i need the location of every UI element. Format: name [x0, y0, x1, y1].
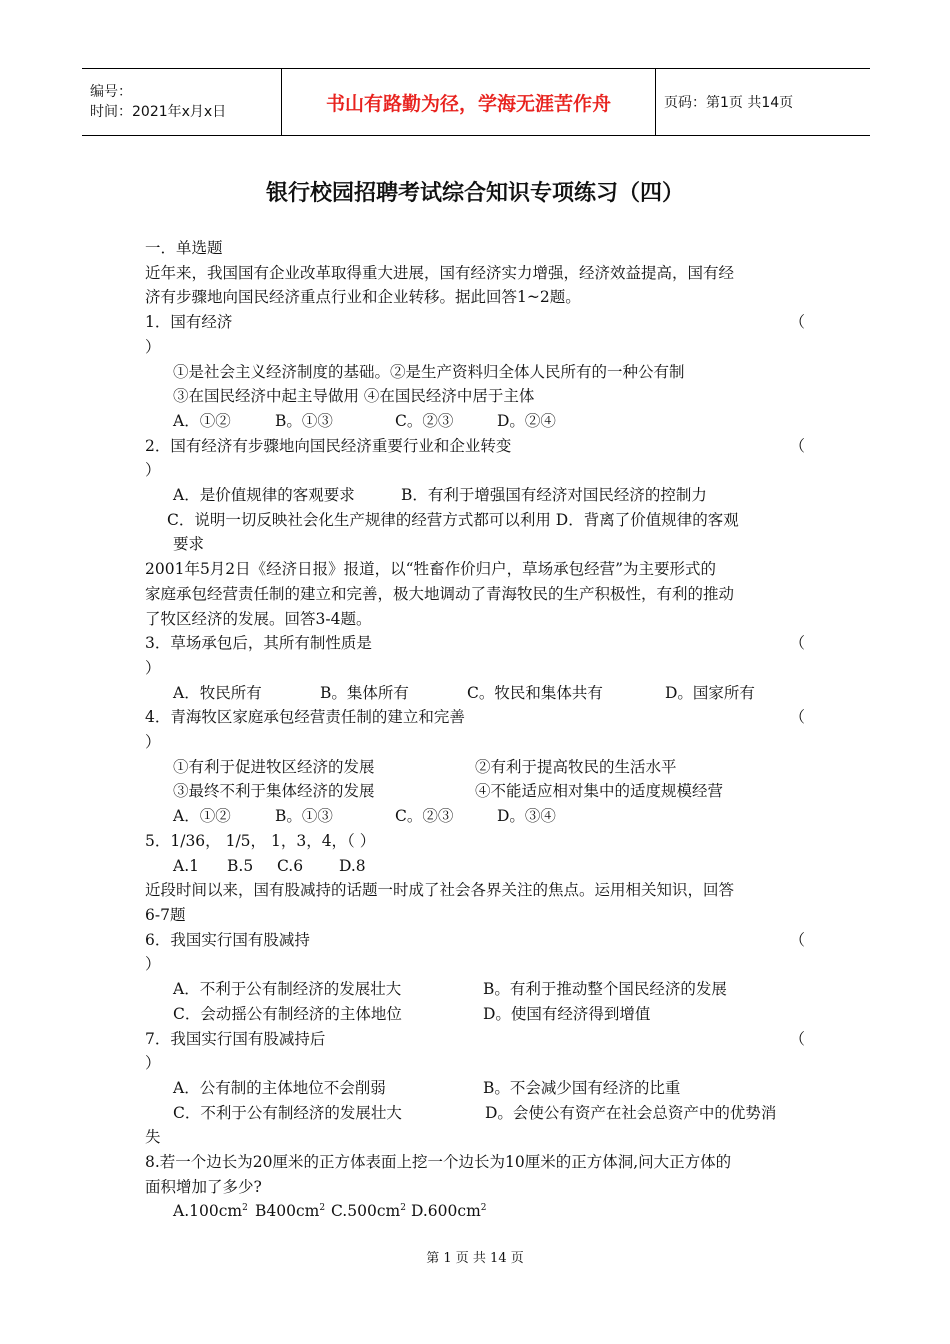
document-title: 银行校园招聘考试综合知识专项练习（四） [265, 181, 684, 206]
q3-options [145, 681, 805, 706]
question-1-text: 1．国有经济 [145, 313, 233, 332]
q7-option-d: D。会使公有资产在社会总资产中的优势消 [485, 1103, 777, 1122]
q3-option-d: D。国家所有 [665, 683, 755, 702]
q8-options [145, 1199, 805, 1224]
paren-close: ） [145, 733, 161, 752]
question-3-text: 3．草场承包后，其所有制性质是 [145, 634, 372, 653]
q1-statement-1: ①是社会主义经济制度的基础。②是生产资料归全体人民所有的一种公有制 [173, 362, 685, 381]
q5-option-d: D.8 [339, 856, 366, 875]
q4-option-b: B。①③ [275, 807, 333, 826]
page-footer: 第 1 页 共 14 页 [426, 1251, 524, 1266]
q7-option-a: A．公有制的主体地位不会削弱 [173, 1078, 386, 1097]
q1-option-a: A．①② [173, 411, 231, 430]
q6-option-b: B。有利于推动整个国民经济的发展 [483, 980, 727, 999]
q8-option-a-sup: 2 [242, 1203, 248, 1214]
paragraph-2c: 了牧区经济的发展。回答3-4题。 [145, 609, 372, 628]
question-2 [145, 434, 805, 459]
question-5: 5．1/36， 1/5， 1，3，4，（ ） [145, 831, 376, 850]
paren-close: ） [145, 1054, 161, 1073]
q4-option-a: A．①② [173, 807, 231, 826]
question-7 [145, 1027, 805, 1052]
header-time: 时间：2021年x月x日 [90, 104, 227, 120]
q5-options [145, 854, 805, 879]
q6-options-ab [145, 977, 805, 1002]
paren-open: （ [789, 708, 805, 727]
question-7-text: 7．我国实行国有股减持后 [145, 1029, 326, 1048]
q5-option-a: A.1 [173, 856, 199, 875]
q2-options-cd: C．说明一切反映社会化生产规律的经营方式都可以利用 D．背离了价值规律的客观 [167, 510, 739, 529]
question-3 [145, 631, 805, 656]
paragraph-3a: 近段时间以来，国有股减持的话题一时成了社会各界关注的焦点。运用相关知识，回答 [145, 881, 735, 900]
q5-option-b: B.5 [227, 856, 254, 875]
q6-options-cd [145, 1002, 805, 1027]
q7-options-ab [145, 1076, 805, 1101]
paren-open: （ [789, 930, 805, 949]
q6-option-c: C．会动摇公有制经济的主体地位 [173, 1004, 402, 1023]
question-8b: 面积增加了多少? [145, 1177, 262, 1196]
header-meta [82, 69, 282, 135]
question-4-text: 4．青海牧区家庭承包经营责任制的建立和完善 [145, 708, 465, 727]
question-2-text: 2．国有经济有步骤地向国民经济重要行业和企业转变 [145, 436, 512, 455]
q3-option-b: B。集体所有 [320, 683, 409, 702]
q3-option-c: C。牧民和集体共有 [467, 683, 603, 702]
q1-statement-2: ③在国民经济中起主导做用 ④在国民经济中居于主体 [173, 387, 535, 406]
page-header [82, 68, 870, 136]
q8-option-b-text: B400cm [255, 1202, 320, 1221]
q4-statements-1 [145, 755, 805, 780]
q8-option-b [255, 1199, 331, 1224]
paragraph-3b: 6-7题 [145, 905, 186, 924]
q7-option-d-cont: 失 [145, 1128, 161, 1147]
paren-close: ） [145, 658, 161, 677]
q4-option-d: D。③④ [497, 807, 556, 826]
q4-option-c: C。②③ [395, 807, 454, 826]
paren-open: （ [789, 436, 805, 455]
motto-text: 书山有路勤为径，学海无涯苦作舟 [325, 92, 611, 115]
paren-close: ） [145, 955, 161, 974]
q7-option-c: C．不利于公有制经济的发展壮大 [173, 1103, 402, 1122]
q1-option-d: D。②④ [497, 411, 556, 430]
q7-options-cd [145, 1101, 805, 1126]
q6-option-a: A．不利于公有制经济的发展壮大 [173, 980, 402, 999]
question-4 [145, 705, 805, 730]
q2-options-cd-cont: 要求 [173, 535, 205, 554]
q8-option-c-text: C.500cm [331, 1202, 401, 1221]
page-number-text: 页码：第1页 共14页 [664, 95, 794, 111]
q8-option-a [173, 1199, 255, 1224]
q8-option-c [331, 1199, 411, 1224]
q1-options [145, 409, 805, 434]
q8-option-a-text: A.100cm [173, 1202, 243, 1221]
paragraph-2a: 2001年5月2日《经济日报》报道，以“牲畜作价归户，草场承包经营”为主要形式的 [145, 560, 717, 579]
q8-option-d-text: D.600cm [411, 1202, 481, 1221]
q5-option-c: C.6 [277, 856, 304, 875]
q8-option-d [411, 1199, 487, 1224]
q4-statement-1: ①有利于促进牧区经济的发展 [173, 757, 375, 776]
q2-options-ab [145, 483, 805, 508]
question-8a: 8.若一个边长为20厘米的正方体表面上挖一个边长为10厘米的正方体洞,问大正方体的 [145, 1153, 732, 1172]
question-6-text: 6．我国实行国有股减持 [145, 930, 310, 949]
q4-statement-2: ②有利于提高牧民的生活水平 [475, 757, 677, 776]
paragraph-1a: 近年来，我国国有企业改革取得重大进展，国有经济实力增强，经济效益提高，国有经 [145, 263, 735, 282]
q4-statement-3: ③最终不利于集体经济的发展 [173, 782, 375, 801]
q1-option-c: C。②③ [395, 411, 454, 430]
q4-statement-4: ④不能适应相对集中的适度规模经营 [475, 782, 724, 801]
question-6 [145, 928, 805, 953]
header-motto [282, 69, 656, 135]
q4-statements-2 [145, 779, 805, 804]
paren-close: ） [145, 461, 161, 480]
paragraph-1b: 济有步骤地向国民经济重点行业和企业转移。据此回答1~2题。 [145, 288, 581, 307]
q7-option-b: B。不会减少国有经济的比重 [483, 1078, 681, 1097]
q6-option-d: D。使国有经济得到增值 [483, 1004, 651, 1023]
header-number: 编号： [90, 84, 132, 100]
question-1 [145, 310, 805, 335]
document-body [145, 236, 805, 1224]
paren-open: （ [789, 313, 805, 332]
header-page [656, 69, 870, 135]
q1-option-b: B。①③ [275, 411, 333, 430]
q2-option-a: A．是价值规律的客观要求 [173, 486, 355, 505]
q4-options [145, 804, 805, 829]
q8-option-c-sup: 2 [400, 1203, 406, 1214]
q8-option-b-sup: 2 [319, 1203, 326, 1214]
paragraph-2b: 家庭承包经营责任制的建立和完善，极大地调动了青海牧民的生产积极性，有利的推动 [145, 584, 735, 603]
q3-option-a: A．牧民所有 [173, 683, 262, 702]
section-heading: 一．单选题 [145, 239, 223, 257]
paren-open: （ [789, 1029, 805, 1048]
q2-option-b: B．有利于增强国有经济对国民经济的控制力 [401, 486, 707, 505]
q8-option-d-sup: 2 [480, 1203, 487, 1214]
paren-close: ） [145, 337, 161, 356]
paren-open: （ [789, 634, 805, 653]
